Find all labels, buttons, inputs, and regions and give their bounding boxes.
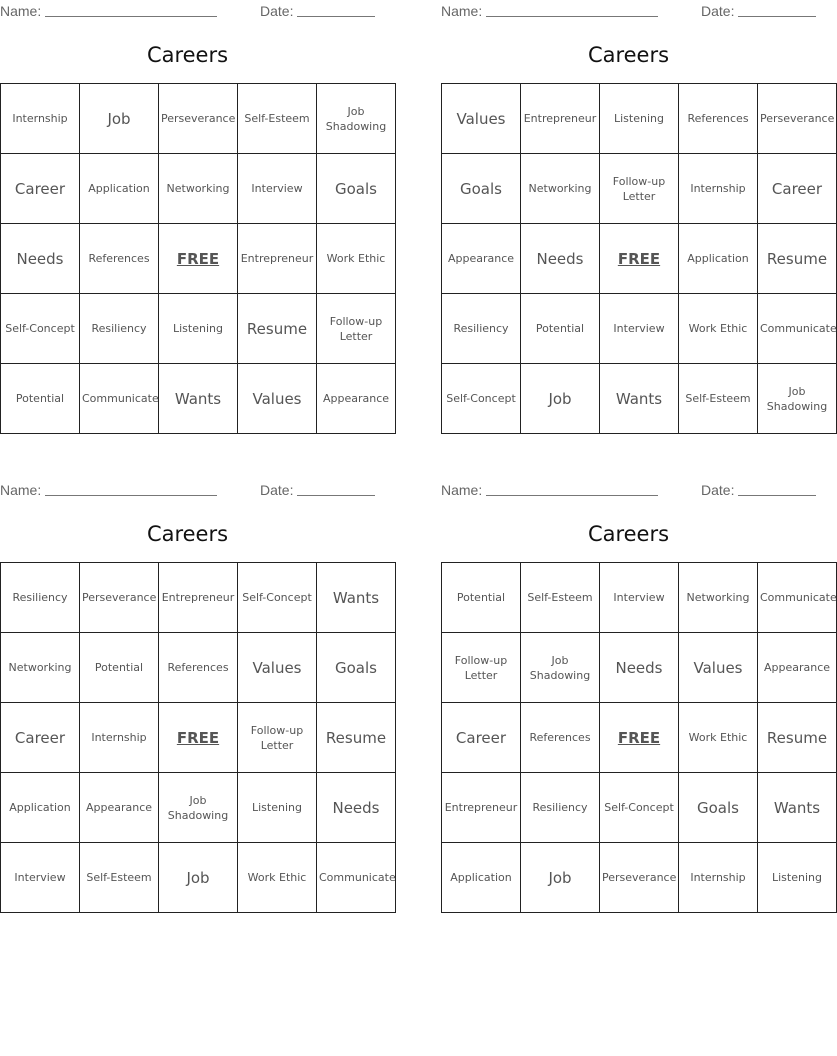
date-blank-line <box>738 16 816 17</box>
bingo-cell: Job <box>521 364 600 434</box>
bingo-cell: Values <box>442 84 521 154</box>
bingo-cell: Self-Concept <box>442 364 521 434</box>
bingo-cell: Resiliency <box>442 294 521 364</box>
bingo-grid <box>0 562 396 913</box>
bingo-cell: Self-Esteem <box>238 84 317 154</box>
bingo-cell: Networking <box>1 633 80 703</box>
bingo-cell: Appearance <box>758 633 837 703</box>
name-blank-line <box>45 16 217 17</box>
grid-row <box>442 224 837 294</box>
bingo-cell: Goals <box>442 154 521 224</box>
grid-row <box>1 773 396 843</box>
bingo-cell: Perseverance <box>159 84 238 154</box>
bingo-cell: Needs <box>600 633 679 703</box>
bingo-cell: Internship <box>679 154 758 224</box>
free-space-cell: FREE <box>159 703 238 773</box>
bingo-card <box>0 0 390 430</box>
bingo-cell: Resume <box>758 224 837 294</box>
bingo-cell: Follow-up Letter <box>442 633 521 703</box>
name-label: Name: <box>0 482 42 498</box>
bingo-cell: Communicate <box>758 563 837 633</box>
grid-row <box>442 84 837 154</box>
free-space-cell: FREE <box>600 703 679 773</box>
free-space-cell: FREE <box>159 224 238 294</box>
bingo-grid <box>0 83 396 434</box>
bingo-cell: Entrepreneur <box>521 84 600 154</box>
bingo-cell: Wants <box>159 364 238 434</box>
bingo-cell: Internship <box>1 84 80 154</box>
bingo-cell: Needs <box>521 224 600 294</box>
bingo-cell: Internship <box>80 703 159 773</box>
bingo-cell: Communicate <box>80 364 159 434</box>
grid-row <box>1 633 396 703</box>
grid-row <box>442 563 837 633</box>
bingo-cell: Resume <box>317 703 396 773</box>
bingo-cell: Internship <box>679 843 758 913</box>
bingo-cell: Resume <box>238 294 317 364</box>
grid-row <box>1 154 396 224</box>
bingo-cell: Follow-up Letter <box>600 154 679 224</box>
card-header <box>441 480 816 500</box>
bingo-cell: Listening <box>238 773 317 843</box>
name-blank-line <box>486 495 658 496</box>
bingo-cell: Self-Esteem <box>679 364 758 434</box>
bingo-cell: Listening <box>159 294 238 364</box>
bingo-cell: References <box>521 703 600 773</box>
bingo-cell: Resiliency <box>80 294 159 364</box>
grid-row <box>442 843 837 913</box>
bingo-cell: Application <box>1 773 80 843</box>
bingo-cell: Resiliency <box>521 773 600 843</box>
bingo-cell: Communicate <box>317 843 396 913</box>
date-blank-line <box>738 495 816 496</box>
grid-row <box>1 224 396 294</box>
bingo-cell: Wants <box>758 773 837 843</box>
bingo-cell: Career <box>442 703 521 773</box>
bingo-cell: Wants <box>600 364 679 434</box>
date-label: Date: <box>260 482 294 498</box>
date-blank-line <box>297 495 375 496</box>
grid-row <box>442 364 837 434</box>
bingo-cell: Self-Concept <box>600 773 679 843</box>
grid-row <box>1 703 396 773</box>
bingo-card <box>441 479 837 909</box>
bingo-cell: Potential <box>80 633 159 703</box>
bingo-cell: Entrepreneur <box>238 224 317 294</box>
grid-row <box>1 294 396 364</box>
grid-row <box>1 843 396 913</box>
grid-row <box>1 84 396 154</box>
name-blank-line <box>486 16 658 17</box>
bingo-cell: Networking <box>679 563 758 633</box>
bingo-cell: Interview <box>600 294 679 364</box>
name-label: Name: <box>441 482 483 498</box>
bingo-cell: Application <box>442 843 521 913</box>
bingo-cell: Work Ethic <box>238 843 317 913</box>
bingo-cell: Potential <box>442 563 521 633</box>
free-space-cell: FREE <box>600 224 679 294</box>
bingo-cell: References <box>80 224 159 294</box>
bingo-cell: Job Shadowing <box>159 773 238 843</box>
bingo-cell: Follow-up Letter <box>317 294 396 364</box>
date-label: Date: <box>701 3 735 19</box>
bingo-cell: Values <box>679 633 758 703</box>
grid-row <box>442 294 837 364</box>
bingo-cell: Needs <box>1 224 80 294</box>
bingo-cell: Needs <box>317 773 396 843</box>
bingo-cell: Job Shadowing <box>758 364 837 434</box>
bingo-cell: Entrepreneur <box>442 773 521 843</box>
bingo-cell: Communicate <box>758 294 837 364</box>
bingo-cell: Job <box>159 843 238 913</box>
date-blank-line <box>297 16 375 17</box>
bingo-card <box>441 0 837 430</box>
grid-row <box>442 633 837 703</box>
bingo-cell: Appearance <box>442 224 521 294</box>
date-label: Date: <box>701 482 735 498</box>
name-label: Name: <box>441 3 483 19</box>
bingo-cell: Interview <box>600 563 679 633</box>
bingo-cell: Job Shadowing <box>317 84 396 154</box>
bingo-cell: Goals <box>317 154 396 224</box>
bingo-cell: Wants <box>317 563 396 633</box>
bingo-cell: Perseverance <box>600 843 679 913</box>
bingo-cell: Job <box>521 843 600 913</box>
name-label: Name: <box>0 3 42 19</box>
date-label: Date: <box>260 3 294 19</box>
bingo-cell: Job <box>80 84 159 154</box>
bingo-cell: Resiliency <box>1 563 80 633</box>
bingo-cell: Interview <box>1 843 80 913</box>
card-title: Careers <box>146 43 229 67</box>
bingo-cell: Networking <box>159 154 238 224</box>
bingo-cell: Self-Concept <box>238 563 317 633</box>
bingo-card <box>0 479 396 909</box>
bingo-cell: Application <box>679 224 758 294</box>
bingo-cell: Potential <box>521 294 600 364</box>
grid-row <box>442 773 837 843</box>
card-header <box>0 1 375 21</box>
bingo-cell: Self-Esteem <box>80 843 159 913</box>
bingo-cell: Work Ethic <box>679 703 758 773</box>
bingo-cell: References <box>159 633 238 703</box>
name-blank-line <box>45 495 217 496</box>
grid-row <box>1 563 396 633</box>
bingo-cell: Values <box>238 364 317 434</box>
bingo-cell: Work Ethic <box>679 294 758 364</box>
bingo-cell: Values <box>238 633 317 703</box>
bingo-cell: Career <box>758 154 837 224</box>
grid-row <box>1 364 396 434</box>
grid-row <box>442 703 837 773</box>
card-header <box>441 1 816 21</box>
bingo-cell: Self-Concept <box>1 294 80 364</box>
bingo-cell: Resume <box>758 703 837 773</box>
card-title: Careers <box>587 522 670 546</box>
bingo-cell: Interview <box>238 154 317 224</box>
grid-row <box>442 154 837 224</box>
bingo-cell: References <box>679 84 758 154</box>
bingo-cell: Potential <box>1 364 80 434</box>
bingo-cell: Self-Esteem <box>521 563 600 633</box>
bingo-cell: Application <box>80 154 159 224</box>
bingo-cell: Networking <box>521 154 600 224</box>
card-title: Careers <box>587 43 670 67</box>
bingo-grid <box>441 83 837 434</box>
bingo-grid <box>441 562 837 913</box>
bingo-cell: Goals <box>317 633 396 703</box>
bingo-cell: Job Shadowing <box>521 633 600 703</box>
bingo-cell: Goals <box>679 773 758 843</box>
bingo-cell: Follow-up Letter <box>238 703 317 773</box>
bingo-cell: Listening <box>600 84 679 154</box>
bingo-cell: Listening <box>758 843 837 913</box>
bingo-cell: Perseverance <box>80 563 159 633</box>
bingo-cell: Perseverance <box>758 84 837 154</box>
bingo-cell: Career <box>1 154 80 224</box>
bingo-cell: Appearance <box>80 773 159 843</box>
card-header <box>0 480 375 500</box>
bingo-cell: Work Ethic <box>317 224 396 294</box>
bingo-cell: Appearance <box>317 364 396 434</box>
card-title: Careers <box>146 522 229 546</box>
bingo-cell: Career <box>1 703 80 773</box>
bingo-cell: Entrepreneur <box>159 563 238 633</box>
